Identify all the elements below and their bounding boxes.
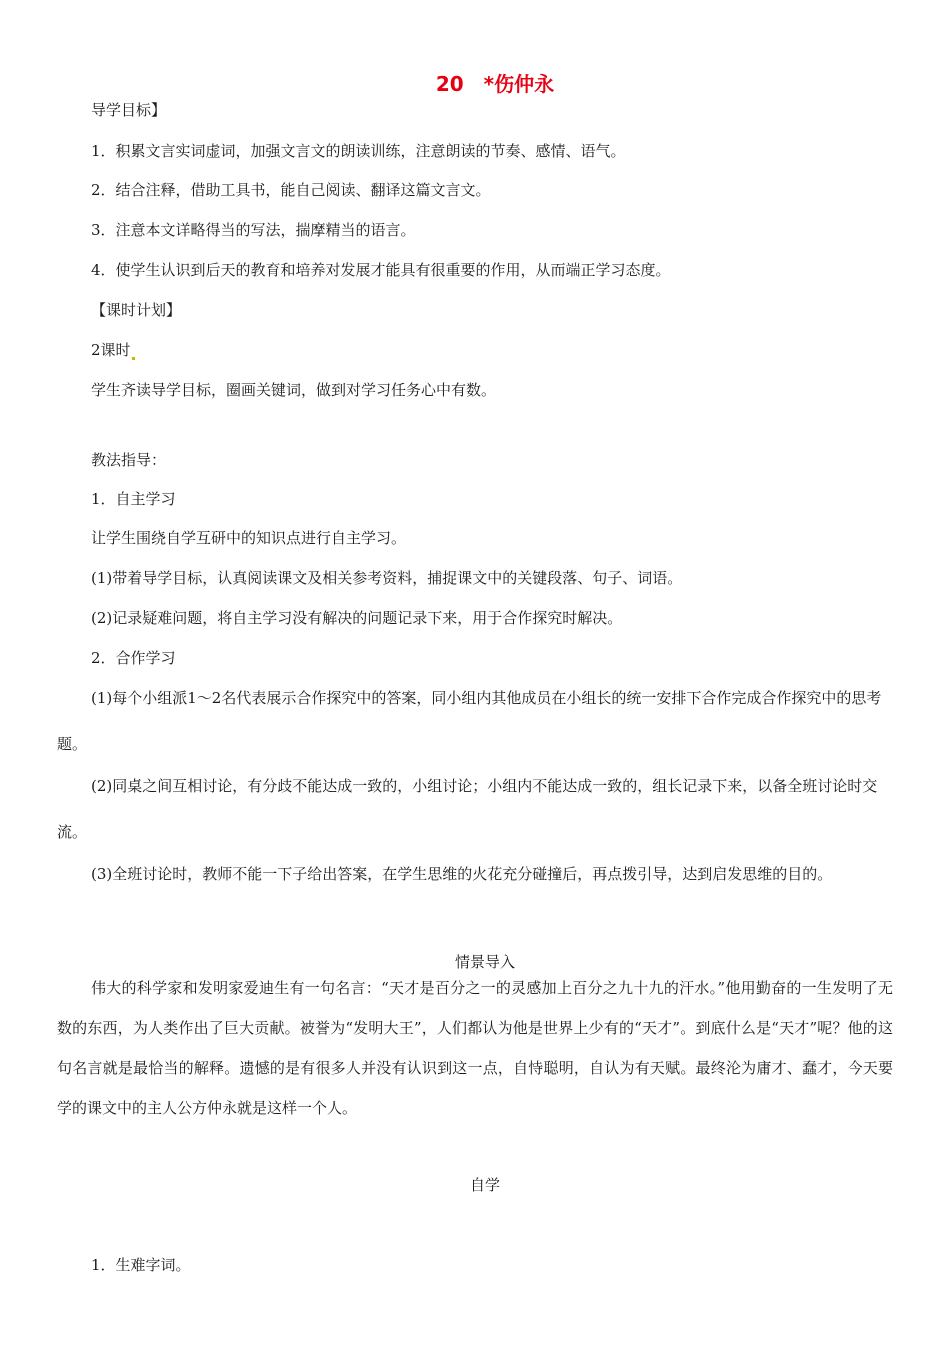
plan-hours-text: 2课时 [91,341,131,359]
goals-heading: 导学目标】 [91,101,167,119]
self-study-heading: 1．自主学习 [91,490,176,508]
goal-item-4: 4．使学生认识到后天的教育和培养对发展才能具有很重要的作用，从而端正学习态度。 [91,261,671,279]
self-study-intro: 让学生围绕自学互研中的知识点进行自主学习。 [91,529,407,547]
plan-hours [91,340,135,360]
method-heading: 教法指导： [91,451,167,469]
goal-item-3: 3．注意本文详略得当的写法，揣摩精当的语言。 [91,221,416,239]
goal-item-1: 1．积累文言实词虚词，加强文言文的朗读训练，注意朗读的节奏、感情、语气。 [91,142,626,160]
intro-heading: 情景导入 [454,953,515,971]
coop-heading: 2．合作学习 [91,649,176,667]
coop-item-2: (2)同桌之间互相讨论，有分歧不能达成一致的，小组讨论；小组内不能达成一致的，组长记录下来，以备全班讨论时交流。 [57,777,878,841]
self-study-item-1: (1)带着导学目标，认真阅读课文及相关参考资料，捕捉课文中的关键段落、句子、词语。 [91,569,683,587]
page-title: 20 *伤仲永 [435,72,555,96]
vocab-heading: 1．生难字词。 [91,1256,191,1274]
self-study-item-2: (2)记录疑难问题，将自主学习没有解决的问题记录下来，用于合作探究时解决。 [91,609,623,627]
coop-item-3: (3)全班讨论时，教师不能一下子给出答案，在学生思维的火花充分碰撞后，再点拨引导，达到启发思维的目的。 [91,865,833,883]
intro-text: 伟大的科学家和发明家爱迪生有一句名言：“天才是百分之一的灵感加上百分之九十九的汗水。”他用勤奋的一生发明了无数的东西，为人类作出了巨大贡献。被誉为“发明大王”，人们都认为他是世界上少有的“天才”。到底什么是“天才”呢？他的这句名言就是最恰当的解释。遗憾的是有很多人并没有认识到这一点，自恃聪明，自认为有天赋。最终沦为庸才、蠢才，今天要学的课文中的主人公方仲永就是这样一个人。 [57,979,893,1117]
coop-item-1: (1)每个小组派1～2名代表展示合作探究中的答案，同小组内其他成员在小组长的统一安排下合作完成合作探究中的思考题。 [57,689,882,753]
highlight-mark [132,357,135,360]
plan-note: 学生齐读导学目标，圈画关键词，做到对学习任务心中有数。 [91,381,497,399]
goal-item-2: 2．结合注释，借助工具书，能自己阅读、翻译这篇文言文。 [91,181,491,199]
plan-heading: 【课时计划】 [91,301,182,319]
self-heading: 自学 [469,1176,500,1194]
